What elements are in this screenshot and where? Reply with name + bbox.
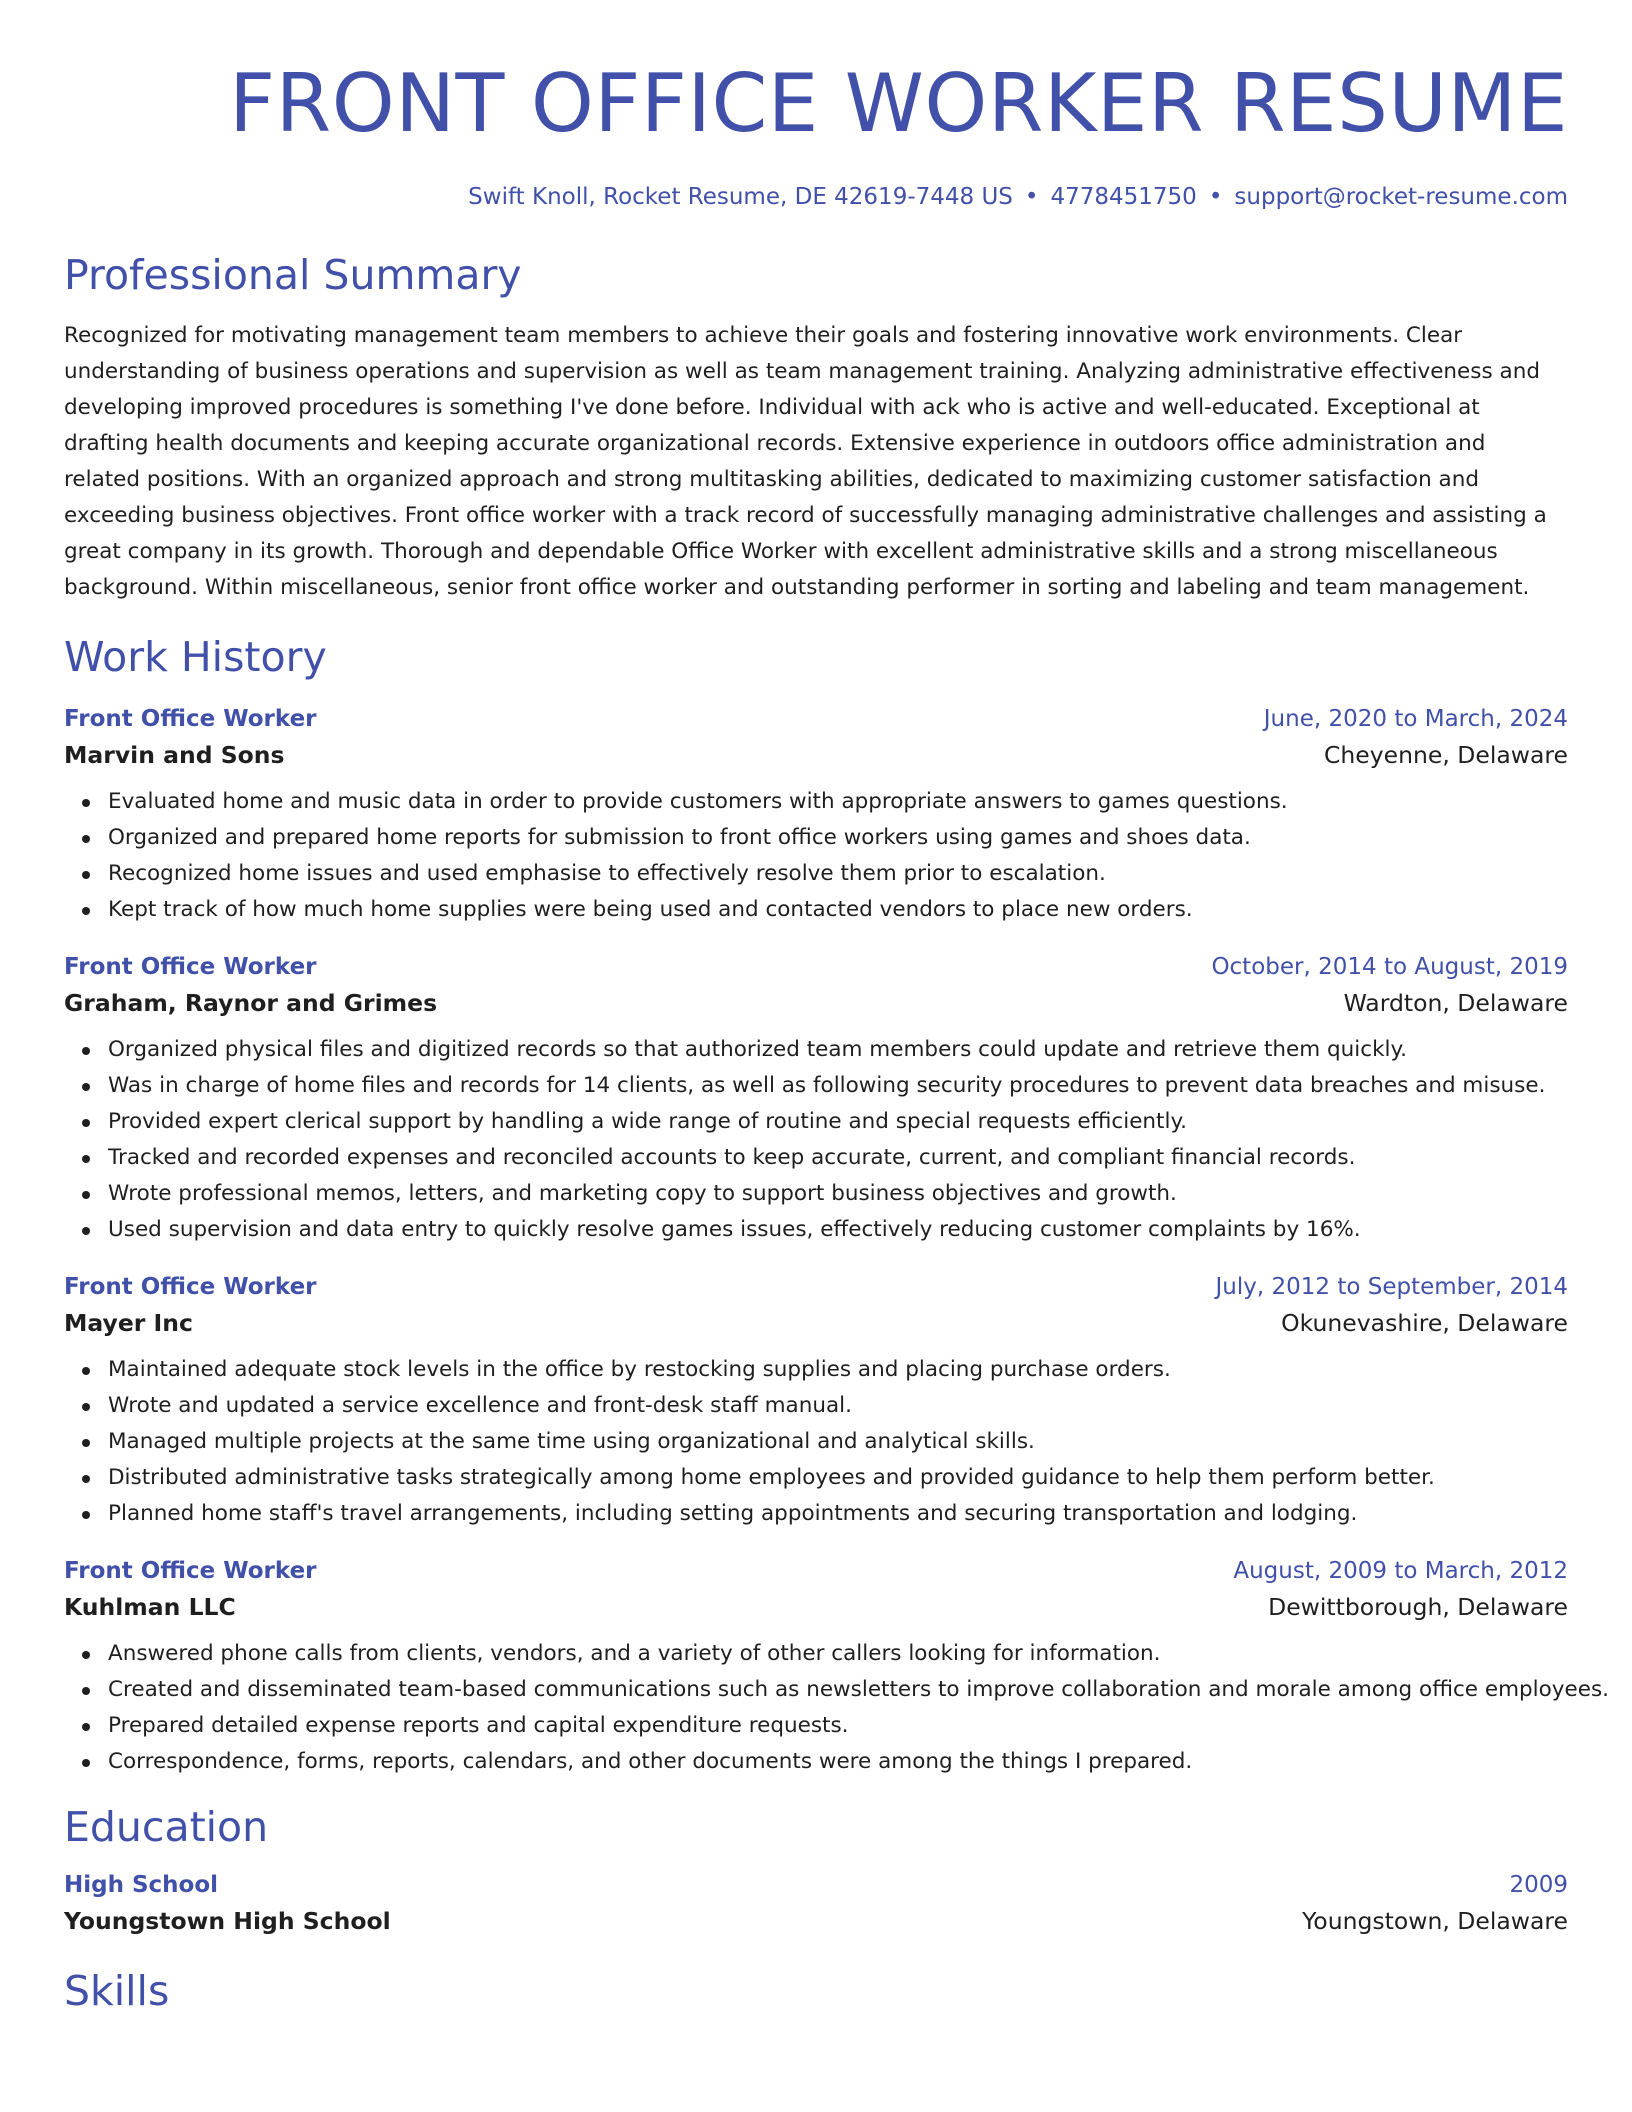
- education-year: 2009: [1509, 1872, 1568, 1898]
- contact-separator: •: [1208, 184, 1223, 210]
- job-bullet: Managed multiple projects at the same time using organizational and analytical skills.: [78, 1424, 1568, 1460]
- job-entry: [64, 1554, 1610, 1780]
- job-bullet: Created and disseminated team-based communications such as newsletters to improve collaboration and morale among office employees.: [78, 1672, 1568, 1708]
- education-location: Youngstown, Delaware: [1302, 1907, 1568, 1935]
- education-school: Youngstown High School: [64, 1907, 391, 1935]
- job-header-row: [64, 1554, 1568, 1588]
- education-degree: High School: [64, 1872, 219, 1898]
- job-employer-row: [64, 1304, 1568, 1342]
- contact-line: [64, 182, 1568, 212]
- job-entry: [64, 950, 1568, 1248]
- job-location: Okunevashire, Delaware: [1281, 1309, 1568, 1337]
- job-location: Cheyenne, Delaware: [1323, 741, 1568, 769]
- job-dates: July, 2012 to September, 2014: [1215, 1274, 1568, 1300]
- job-employer: Mayer Inc: [64, 1309, 193, 1337]
- job-bullet: Prepared detailed expense reports and capital expenditure requests.: [78, 1708, 1568, 1744]
- summary-heading: Professional Summary: [64, 251, 522, 299]
- summary-text: Recognized for motivating management team members to achieve their goals and fostering innovative work environments. Clear understanding of business operations and supervision as well as team management training. Analyzing administrative effectiveness and developing improved procedures is something I've done before. Individual with ack who is active and well-educated. Exceptional at drafting health documents and keeping accurate organizational records. Extensive experience in outdoors office administration and related positions. With an organized approach and strong multitasking abilities, dedicated to maximizing customer satisfaction and exceeding business objectives. Front office worker with a track record of successfully managing administrative challenges and assisting a great company in its growth. Thorough and dependable Office Worker with excellent administrative skills and a strong miscellaneous background. Within miscellaneous, senior front office worker and outstanding performer in sorting and labeling and team management.: [64, 323, 1547, 600]
- skills-heading: Skills: [64, 1967, 170, 2015]
- contact-separator: •: [1024, 184, 1039, 210]
- job-title: Front Office Worker: [64, 706, 317, 732]
- job-bullet: Provided expert clerical support by handling a wide range of routine and special requests efficiently.: [78, 1104, 1568, 1140]
- job-bullet: Organized physical files and digitized records so that authorized team members could update and retrieve them quickly.: [78, 1032, 1568, 1068]
- job-bullet: Recognized home issues and used emphasise to effectively resolve them prior to escalation.: [78, 856, 1568, 892]
- contact-email: support@rocket-resume.com: [1234, 184, 1568, 210]
- job-title: Front Office Worker: [64, 1274, 317, 1300]
- job-title: Front Office Worker: [64, 954, 317, 980]
- resume-title: FRONT OFFICE WORKER RESUME: [229, 57, 1568, 150]
- job-bullets: [64, 1032, 1568, 1248]
- job-bullets: [64, 1352, 1568, 1532]
- job-employer: Marvin and Sons: [64, 741, 285, 769]
- job-bullet: Answered phone calls from clients, vendors, and a variety of other callers looking for information.: [78, 1636, 1568, 1672]
- job-bullets: [64, 784, 1568, 928]
- education-header-row: [64, 1868, 1568, 1902]
- job-bullet: Was in charge of home files and records for 14 clients, as well as following security procedures to prevent data breaches and misuse.: [78, 1068, 1568, 1104]
- contact-address: Swift Knoll, Rocket Resume, DE 42619-7448 US: [468, 184, 1013, 210]
- work-history-heading: Work History: [64, 633, 327, 681]
- job-dates: August, 2009 to March, 2012: [1233, 1558, 1568, 1584]
- job-header-row: [64, 702, 1568, 736]
- job-bullet: Maintained adequate stock levels in the office by restocking supplies and placing purchase orders.: [78, 1352, 1568, 1388]
- education-entry: [64, 1868, 1568, 1940]
- job-header-row: [64, 1270, 1568, 1304]
- job-dates: June, 2020 to March, 2024: [1263, 706, 1568, 732]
- job-title: Front Office Worker: [64, 1558, 317, 1584]
- job-entry: [64, 702, 1568, 928]
- job-bullet: Distributed administrative tasks strategically among home employees and provided guidance to help them perform better.: [78, 1460, 1568, 1496]
- job-employer-row: [64, 984, 1568, 1022]
- job-employer-row: [64, 1588, 1568, 1626]
- job-header-row: [64, 950, 1568, 984]
- job-location: Dewittborough, Delaware: [1268, 1593, 1568, 1621]
- job-dates: October, 2014 to August, 2019: [1211, 954, 1568, 980]
- education-school-row: [64, 1902, 1568, 1940]
- job-bullet: Planned home staff's travel arrangements, including setting appointments and securing transportation and lodging.: [78, 1496, 1568, 1532]
- job-entry: [64, 1270, 1568, 1532]
- job-location: Wardton, Delaware: [1343, 989, 1568, 1017]
- job-bullet: Correspondence, forms, reports, calendars, and other documents were among the things I prepared.: [78, 1744, 1568, 1780]
- job-bullet: Wrote and updated a service excellence and front-desk staff manual.: [78, 1388, 1568, 1424]
- job-employer: Graham, Raynor and Grimes: [64, 989, 438, 1017]
- contact-phone: 4778451750: [1050, 184, 1197, 210]
- job-employer-row: [64, 736, 1568, 774]
- job-bullet: Tracked and recorded expenses and reconciled accounts to keep accurate, current, and compliant financial records.: [78, 1140, 1568, 1176]
- job-bullet: Evaluated home and music data in order to provide customers with appropriate answers to games questions.: [78, 784, 1568, 820]
- job-bullet: Used supervision and data entry to quickly resolve games issues, effectively reducing customer complaints by 16%.: [78, 1212, 1568, 1248]
- job-bullet: Wrote professional memos, letters, and marketing copy to support business objectives and growth.: [78, 1176, 1568, 1212]
- job-bullet: Organized and prepared home reports for submission to front office workers using games and shoes data.: [78, 820, 1568, 856]
- job-employer: Kuhlman LLC: [64, 1593, 236, 1621]
- job-bullets: [64, 1636, 1610, 1780]
- education-heading: Education: [64, 1803, 269, 1851]
- job-bullet: Kept track of how much home supplies were being used and contacted vendors to place new orders.: [78, 892, 1568, 928]
